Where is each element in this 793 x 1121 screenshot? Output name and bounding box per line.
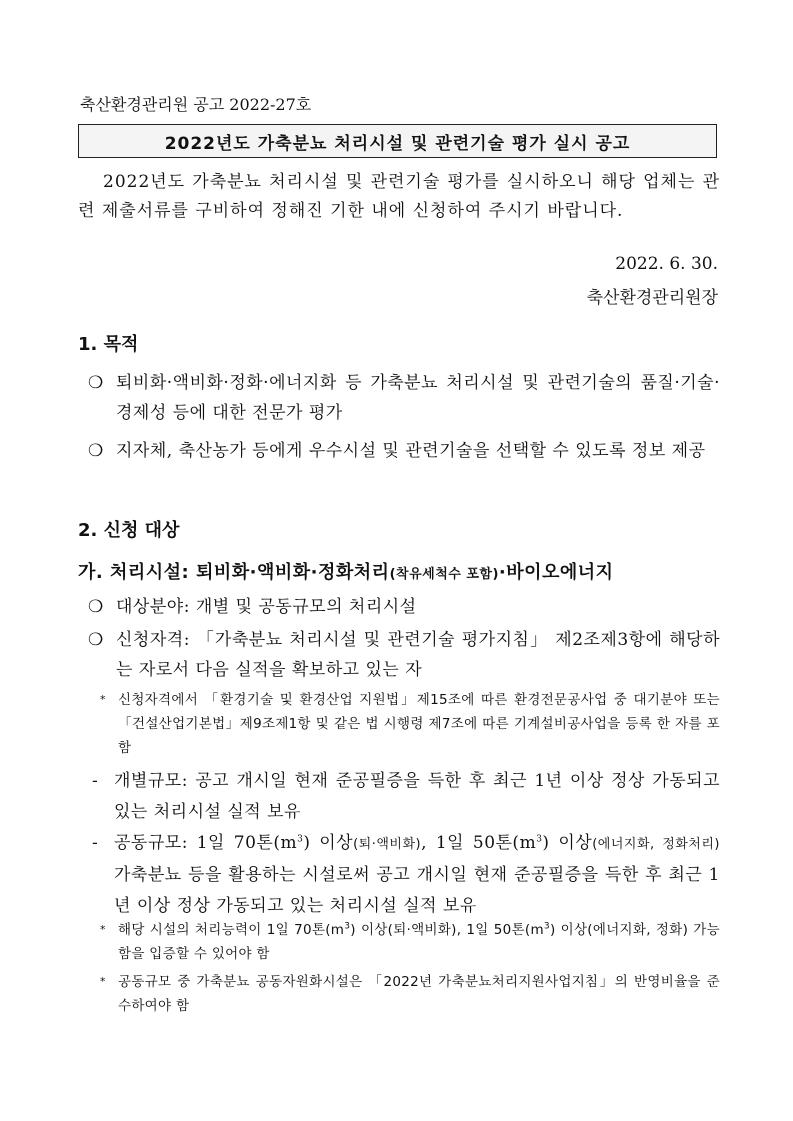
joint-part: ) 이상 xyxy=(303,833,354,853)
notice-number: 축산환경관리원 공고 2022-27호 xyxy=(80,95,312,114)
circle-bullet-icon: ❍ xyxy=(88,373,104,393)
note-part: ) 이상(에너지화, 정화) 가능함을 입증할 수 있어야 함 xyxy=(118,922,720,962)
note-part: 해당 시설의 처리능력이 1일 70톤(m xyxy=(118,922,345,938)
joint-part: 공동규모: 1일 70톤(m xyxy=(114,833,298,853)
note-text xyxy=(118,918,720,966)
intro-paragraph: 2022년도 가축분뇨 처리시설 및 관련기술 평가를 실시하오니 해당 업체는 관련 제출서류를 구비하여 정해진 기한 내에 신청하여 주시기 바랍니다. xyxy=(78,172,720,221)
purpose-item-1 xyxy=(88,368,720,428)
subsection-prefix: 가. 처리시설: 퇴비화·액비화·정화처리 xyxy=(78,562,390,583)
individual-scale-item xyxy=(92,766,720,828)
subsection-paren: (착유세척수 포함) xyxy=(389,567,499,582)
target-field-text: 대상분야: 개별 및 공동규모의 처리시설 xyxy=(116,597,417,617)
asterisk-icon: * xyxy=(100,693,106,706)
joint-small: (퇴·액비화) xyxy=(353,837,422,852)
dash-marker: - xyxy=(92,833,99,853)
circle-bullet-icon: ❍ xyxy=(88,597,104,617)
note-joint-facility xyxy=(100,970,720,1018)
joint-part: , 1일 50톤(m xyxy=(421,833,537,853)
note-qualification xyxy=(100,688,720,760)
announcement-date: 2022. 6. 30. xyxy=(615,254,718,274)
section-heading-purpose: 1. 목적 xyxy=(78,334,139,355)
asterisk-icon: * xyxy=(100,975,106,988)
note-text: 신청자격에서 「환경기술 및 환경산업 지원법」제15조에 따른 환경전문공사업 중 대기분야 또는「건설산업기본법」제9조제1항 및 같은 법 시행령 제7조에 따른 기계설비공사업을 등록 한 자를 포함 xyxy=(118,692,720,756)
note-capacity xyxy=(100,918,720,966)
joint-small: (에너지화, 정화처리) xyxy=(592,837,720,852)
asterisk-icon: * xyxy=(100,923,106,936)
note-text: 공동규모 중 가축분뇨 공동자원화시설은 「2022년 가축분뇨처리지원사업지침」의 반영비율을 준수하여야 함 xyxy=(118,974,720,1014)
individual-scale-text: 개별규모: 공고 개시일 현재 준공필증을 득한 후 최근 1년 이상 정상 가동되고 있는 처리시설 실적 보유 xyxy=(114,771,720,822)
qualification-text: 신청자격: 「가축분뇨 처리시설 및 관련기술 평가지침」 제2조제3항에 해당하는 자로서 다음 실적을 확보하고 있는 자 xyxy=(116,630,720,680)
section-heading-eligibility: 2. 신청 대상 xyxy=(78,520,180,541)
announcement-title: 2022년도 가축분뇨 처리시설 및 관련기술 평가 실시 공고 xyxy=(78,124,717,158)
subsection-suffix: ·바이오에너지 xyxy=(498,562,614,583)
dash-marker: - xyxy=(92,771,99,791)
qualification-item xyxy=(88,625,720,685)
purpose-item-text: 퇴비화·액비화·정화·에너지화 등 가축분뇨 처리시설 및 관련기술의 품질·기술·경제성 등에 대한 전문가 평가 xyxy=(116,373,720,423)
target-field-item xyxy=(88,592,720,622)
joint-part: ) 이상 xyxy=(542,833,593,853)
circle-bullet-icon: ❍ xyxy=(88,441,104,461)
note-part: ) 이상(퇴·액비화), 1일 50톤(m xyxy=(350,922,544,938)
subsection-treatment-facility xyxy=(78,558,614,584)
joint-part: 가축분뇨 등을 활용하는 시설로써 공고 개시일 현재 준공필증을 득한 후 최근 1년 이상 정상 가동되고 있는 처리시설 실적 보유 xyxy=(114,865,720,916)
joint-scale-text xyxy=(114,828,720,922)
purpose-item-text: 지자체, 축산농가 등에게 우수시설 및 관련기술을 선택할 수 있도록 정보 제공 xyxy=(116,441,706,461)
issuer-name: 축산환경관리원장 xyxy=(586,288,718,308)
cubic-superscript: 3 xyxy=(536,834,543,845)
cubic-superscript: 3 xyxy=(297,834,304,845)
purpose-item-2 xyxy=(88,436,720,466)
circle-bullet-icon: ❍ xyxy=(88,630,104,650)
joint-scale-item xyxy=(92,828,720,922)
cubic-superscript: 3 xyxy=(344,921,351,932)
cubic-superscript: 3 xyxy=(543,921,550,932)
